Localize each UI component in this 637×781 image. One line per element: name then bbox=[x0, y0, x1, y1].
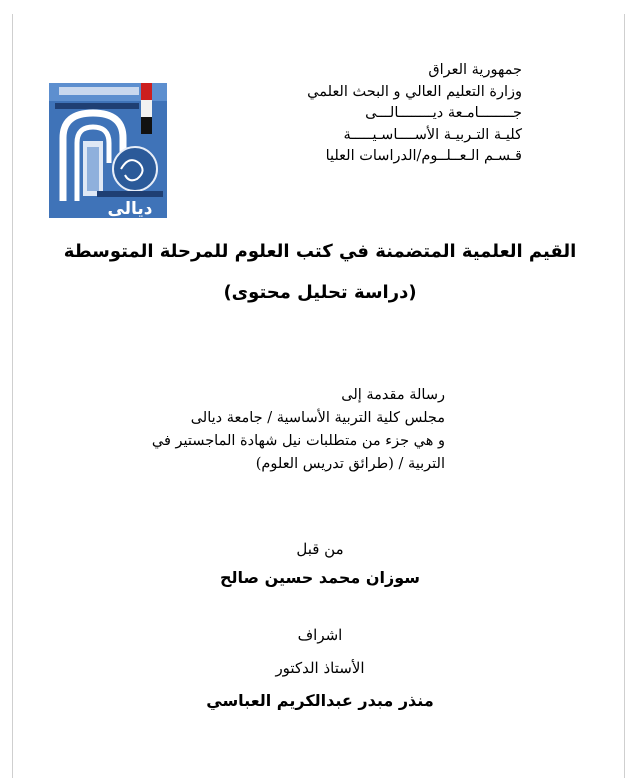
header-line-college: كليـة التـربيـة الأســــاسـيـــــة bbox=[343, 126, 522, 143]
thesis-title: القيم العلمية المتضمنة في كتب العلوم للمرحلة المتوسطة bbox=[63, 241, 577, 262]
thesis-line-requirement: و هي جزء من متطلبات نيل شهادة الماجستير في bbox=[151, 433, 445, 449]
header-line-university: جــــــــامـعة ديــــــــالـــى bbox=[365, 105, 522, 121]
header-line-department: قـسـم الـعــلــوم/الدراسات العليا bbox=[325, 148, 522, 164]
supervisor-rank: الأستاذ الدكتور bbox=[275, 659, 365, 677]
supervisor-name: منذر مبدر عبدالكريم العباسي bbox=[206, 691, 434, 710]
author-name: سوزان محمد حسين صالح bbox=[220, 568, 420, 587]
thesis-line-submitted: رسالة مقدمة إلى bbox=[341, 387, 445, 403]
thesis-subtitle: (دراسة تحليل محتوى) bbox=[223, 282, 417, 303]
thesis-statement bbox=[152, 384, 445, 476]
institution-header bbox=[262, 60, 522, 168]
university-logo bbox=[49, 83, 167, 218]
supervision-label: اشراف bbox=[297, 626, 343, 644]
author-label: من قبل bbox=[296, 540, 344, 558]
thesis-line-field: التربية / (طرائق تدريس العلوم) bbox=[255, 456, 445, 472]
university-of-diyala-logo-icon bbox=[49, 83, 167, 218]
svg-text:ديالى: ديالى bbox=[107, 199, 153, 218]
thesis-line-council: مجلس كلية التربية الأساسية / جامعة ديالى bbox=[190, 410, 445, 426]
header-line-country: جمهورية العراق bbox=[428, 62, 522, 78]
header-line-ministry: وزارة التعليم العالي و البحث العلمي bbox=[307, 83, 522, 100]
